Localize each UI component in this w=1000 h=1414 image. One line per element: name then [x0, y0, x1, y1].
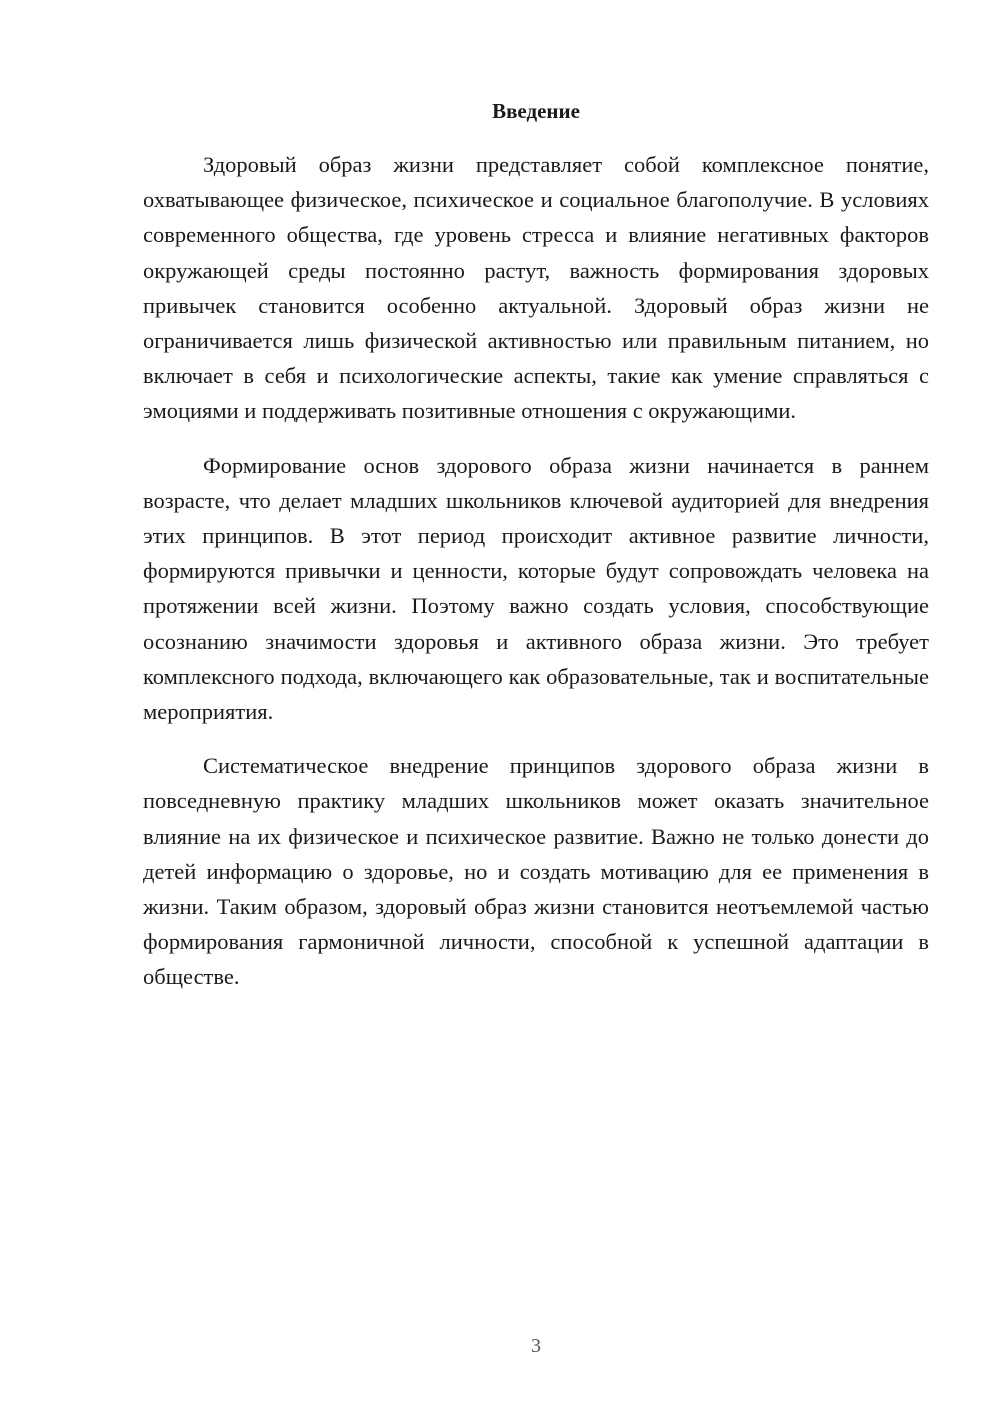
paragraph-2: Формирование основ здорового образа жизни начинается в раннем возрасте, что делает младших школьников ключевой аудиторией для внедрения этих принципов. В этот период происходит активное развитие личности, формируются привычки и ценности, которые будут сопровождать человека на протяжении всей жизни. Поэтому важно создать условия, способствующие осознанию значимости здоровья и активного образа жизни. Это требует комплексного подхода, включающего как образовательные, так и воспитательные мероприятия.	[143, 452, 929, 725]
paragraph-1: Здоровый образ жизни представляет собой комплексное понятие, охватывающее физическое, психическое и социальное благополучие. В условиях современного общества, где уровень стресса и влияние негативных факторов окружающей среды постоянно растут, важность формирования здоровых привычек становится особенно актуальной. Здоровый образ жизни не ограничивается лишь физической активностью или правильным питанием, но включает в себя и психологические аспекты, такие как умение справляться с эмоциями и поддерживать позитивные отношения с окружающими.	[143, 152, 929, 424]
page-title: Введение	[492, 99, 580, 123]
paragraph-3: Систематическое внедрение принципов здорового образа жизни в повседневную практику младших школьников может оказать значительное влияние на их физическое и психическое развитие. Важно не только донести до детей информацию о здоровье, но и создать мотивацию для ее применения в жизни. Таким образом, здоровый образ жизни становится неотъемлемой частью формирования гармоничной личности, способной к успешной адаптации в обществе.	[143, 753, 929, 990]
page-body	[143, 97, 929, 1014]
page-number: 3	[531, 1335, 541, 1357]
